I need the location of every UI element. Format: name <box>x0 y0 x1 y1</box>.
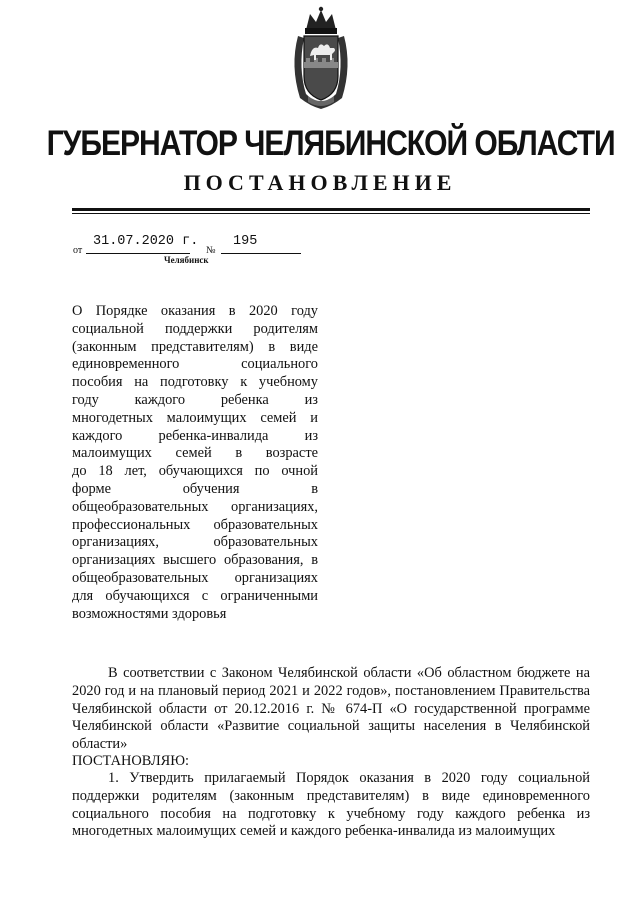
number-prefix: № <box>206 245 216 256</box>
document-subject <box>72 303 318 623</box>
date-prefix: от <box>73 245 83 256</box>
subject-line: до 18 лет, обучающихся по очной <box>72 463 318 480</box>
subject-line: (законным представителям) в виде <box>72 338 318 355</box>
subject-line: многодетных малоимущих семей и <box>72 409 318 426</box>
subject-line: форме обучения в <box>72 480 318 497</box>
subject-line: организациях высшего образования, в <box>72 552 318 569</box>
subject-line: профессиональных образовательных <box>72 516 318 533</box>
subject-line: году каждого ребенка из <box>72 391 318 408</box>
subject-line: организациях, образовательных <box>72 534 318 551</box>
number-underline <box>221 253 301 254</box>
subject-line: единовременного социального <box>72 356 318 373</box>
document-type: ПОСТАНОВЛЕНИЕ <box>183 170 457 195</box>
issuer-title: ГУБЕРНАТОР ЧЕЛЯБИНСКОЙ ОБЛАСТИ <box>46 124 615 163</box>
subject-line: каждого ребенка-инвалида из <box>72 427 318 444</box>
subject-line: малоимущих семей в возрасте <box>72 445 318 462</box>
header-rule-thin <box>72 213 590 214</box>
subject-line: пособия на подготовку к учебному <box>72 374 318 391</box>
coat-of-arms-icon <box>288 6 354 110</box>
subject-line: для обучающихся с ограниченными <box>72 587 318 604</box>
document-date: 31.07.2020 г. <box>93 234 199 249</box>
date-underline <box>86 253 190 254</box>
body-paragraph-item-1: 1. Утвердить прилагаемый Порядок оказания в 2020 году социальной поддержки родителям (законным представителям) в виде единовременного социального пособия на подготовку к учебному году каждого ребенка из многодетных малоимущих семей и каждого ребенка-инвалида из малоимущих <box>72 770 590 840</box>
decree-word: ПОСТАНОВЛЯЮ: <box>72 753 190 769</box>
subject-line: возможностями здоровья <box>72 605 227 622</box>
header-rule-thick <box>72 208 590 211</box>
subject-line: О Порядке оказания в 2020 году <box>72 303 318 319</box>
document-number: 195 <box>233 234 258 249</box>
subject-line: социальной поддержки родителям <box>72 320 318 337</box>
subject-line: общеобразовательных организациях, <box>72 498 318 515</box>
subject-line: общеобразовательных организациях <box>72 569 318 586</box>
issue-city: Челябинск <box>164 255 209 265</box>
body-paragraph-preamble: В соответствии с Законом Челябинской области «Об областном бюджете на 2020 год и на плановый период 2021 и 2022 годов», постановлением Правительства Челябинской области от 20.12.2016 г. № 674-П «О государственной программе Челябинской области «Развитие социальной защиты населения в Челябинской области» <box>72 665 590 753</box>
